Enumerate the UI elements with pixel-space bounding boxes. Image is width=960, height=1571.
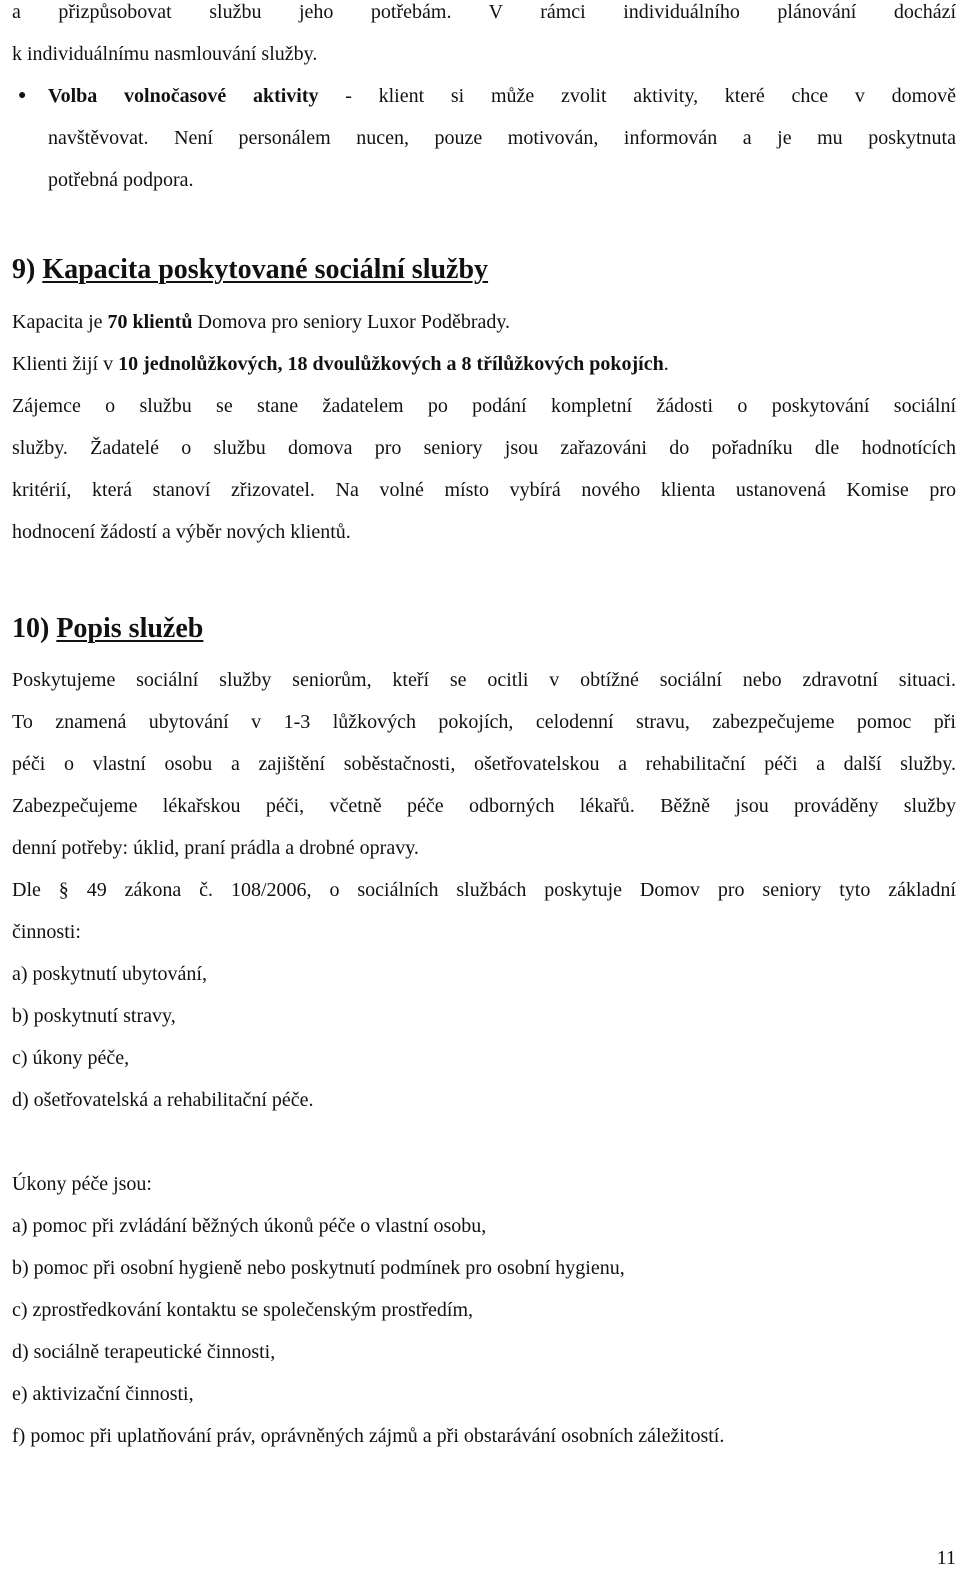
section-10-heading (12, 612, 203, 646)
bullet-icon: ● (18, 88, 27, 103)
rooms-pre: Klienti žijí v (12, 353, 119, 375)
capacity-bold: 70 klientů (107, 311, 193, 333)
bullet-item-bold: Volba volnočasové aktivity (48, 85, 319, 107)
care-list-item: f) pomoc při uplatňování práv, oprávněných zájmů a při obstarávání osobních záležitostí. (12, 1425, 725, 1447)
section-9-rooms (12, 352, 956, 376)
care-list-item: e) aktivizační činnosti, (12, 1383, 194, 1405)
bullet-item-line-1 (48, 84, 956, 108)
section-10-paragraph-line: péči o vlastní osobu a zajištění soběstačnosti, ošetřovatelskou a rehabilitační péči a další služby. (12, 753, 956, 775)
section-9-heading (12, 253, 488, 287)
section-9-title: Kapacita poskytované sociální služby (42, 254, 489, 285)
section-9-capacity (12, 310, 956, 334)
care-heading: Úkony péče jsou: (12, 1173, 152, 1195)
rooms-post: . (663, 353, 669, 375)
capacity-post: Domova pro seniory Luxor Poděbrady. (192, 311, 511, 333)
intro-line-1: a přizpůsobovat službu jeho potřebám. V rámci individuálního plánování dochází (12, 1, 956, 23)
rooms-bold: 10 jednolůžkových, 18 dvoulůžkových a 8 třílůžkových pokojích (118, 353, 664, 375)
care-list-item: c) zprostředkování kontaktu se společenským prostředím, (12, 1299, 473, 1321)
section-10-paragraph-line: Poskytujeme sociální služby seniorům, kteří se ocitli v obtížné sociální nebo zdravotní situaci. (12, 669, 956, 691)
basic-list-item: a) poskytnutí ubytování, (12, 963, 207, 985)
bullet-item-line-3: potřebná podpora. (48, 169, 194, 191)
section-9-number: 9) (12, 254, 36, 285)
section-10-paragraph-line: činnosti: (12, 921, 81, 943)
section-10-paragraph-line: denní potřeby: úklid, praní prádla a drobné opravy. (12, 837, 419, 859)
intro-line-2: k individuálnímu nasmlouvání služby. (12, 43, 318, 65)
section-9-paragraph-line: Zájemce o službu se stane žadatelem po podání kompletní žádosti o poskytování sociální (12, 395, 956, 417)
section-9-paragraph-line: hodnocení žádostí a výběr nových klientů. (12, 521, 351, 543)
section-9-paragraph-line: služby. Žadatelé o službu domova pro seniory jsou zařazováni do pořadníku dle hodnotících (12, 437, 956, 459)
section-9-paragraph-line: kritérií, která stanoví zřizovatel. Na volné místo vybírá nového klienta ustanovená Komise pro (12, 479, 956, 501)
basic-list-item: b) poskytnutí stravy, (12, 1005, 176, 1027)
section-10-paragraph-line: To znamená ubytování v 1-3 lůžkových pokojích, celodenní stravu, zabezpečujeme pomoc při (12, 711, 956, 733)
bullet-item-rest: - klient si může zvolit aktivity, které chce v domově (318, 85, 956, 107)
section-10-number: 10) (12, 613, 50, 644)
care-list-item: d) sociálně terapeutické činnosti, (12, 1341, 276, 1363)
care-list-item: a) pomoc při zvládání běžných úkonů péče o vlastní osobu, (12, 1215, 487, 1237)
care-list-item: b) pomoc při osobní hygieně nebo poskytnutí podmínek pro osobní hygienu, (12, 1257, 625, 1279)
section-10-title: Popis služeb (56, 613, 204, 644)
section-10-paragraph-line: Zabezpečujeme lékařskou péči, včetně péče odborných lékařů. Běžně jsou prováděny služby (12, 795, 956, 817)
section-10-paragraph-line: Dle § 49 zákona č. 108/2006, o sociálních službách poskytuje Domov pro seniory tyto základní (12, 879, 956, 901)
basic-list-item: d) ošetřovatelská a rehabilitační péče. (12, 1089, 314, 1111)
capacity-pre: Kapacita je (12, 311, 108, 333)
bullet-item-line-2: navštěvovat. Není personálem nucen, pouze motivován, informován a je mu poskytnuta (48, 127, 956, 149)
basic-list-item: c) úkony péče, (12, 1047, 130, 1069)
page-number: 11 (936, 1547, 956, 1569)
